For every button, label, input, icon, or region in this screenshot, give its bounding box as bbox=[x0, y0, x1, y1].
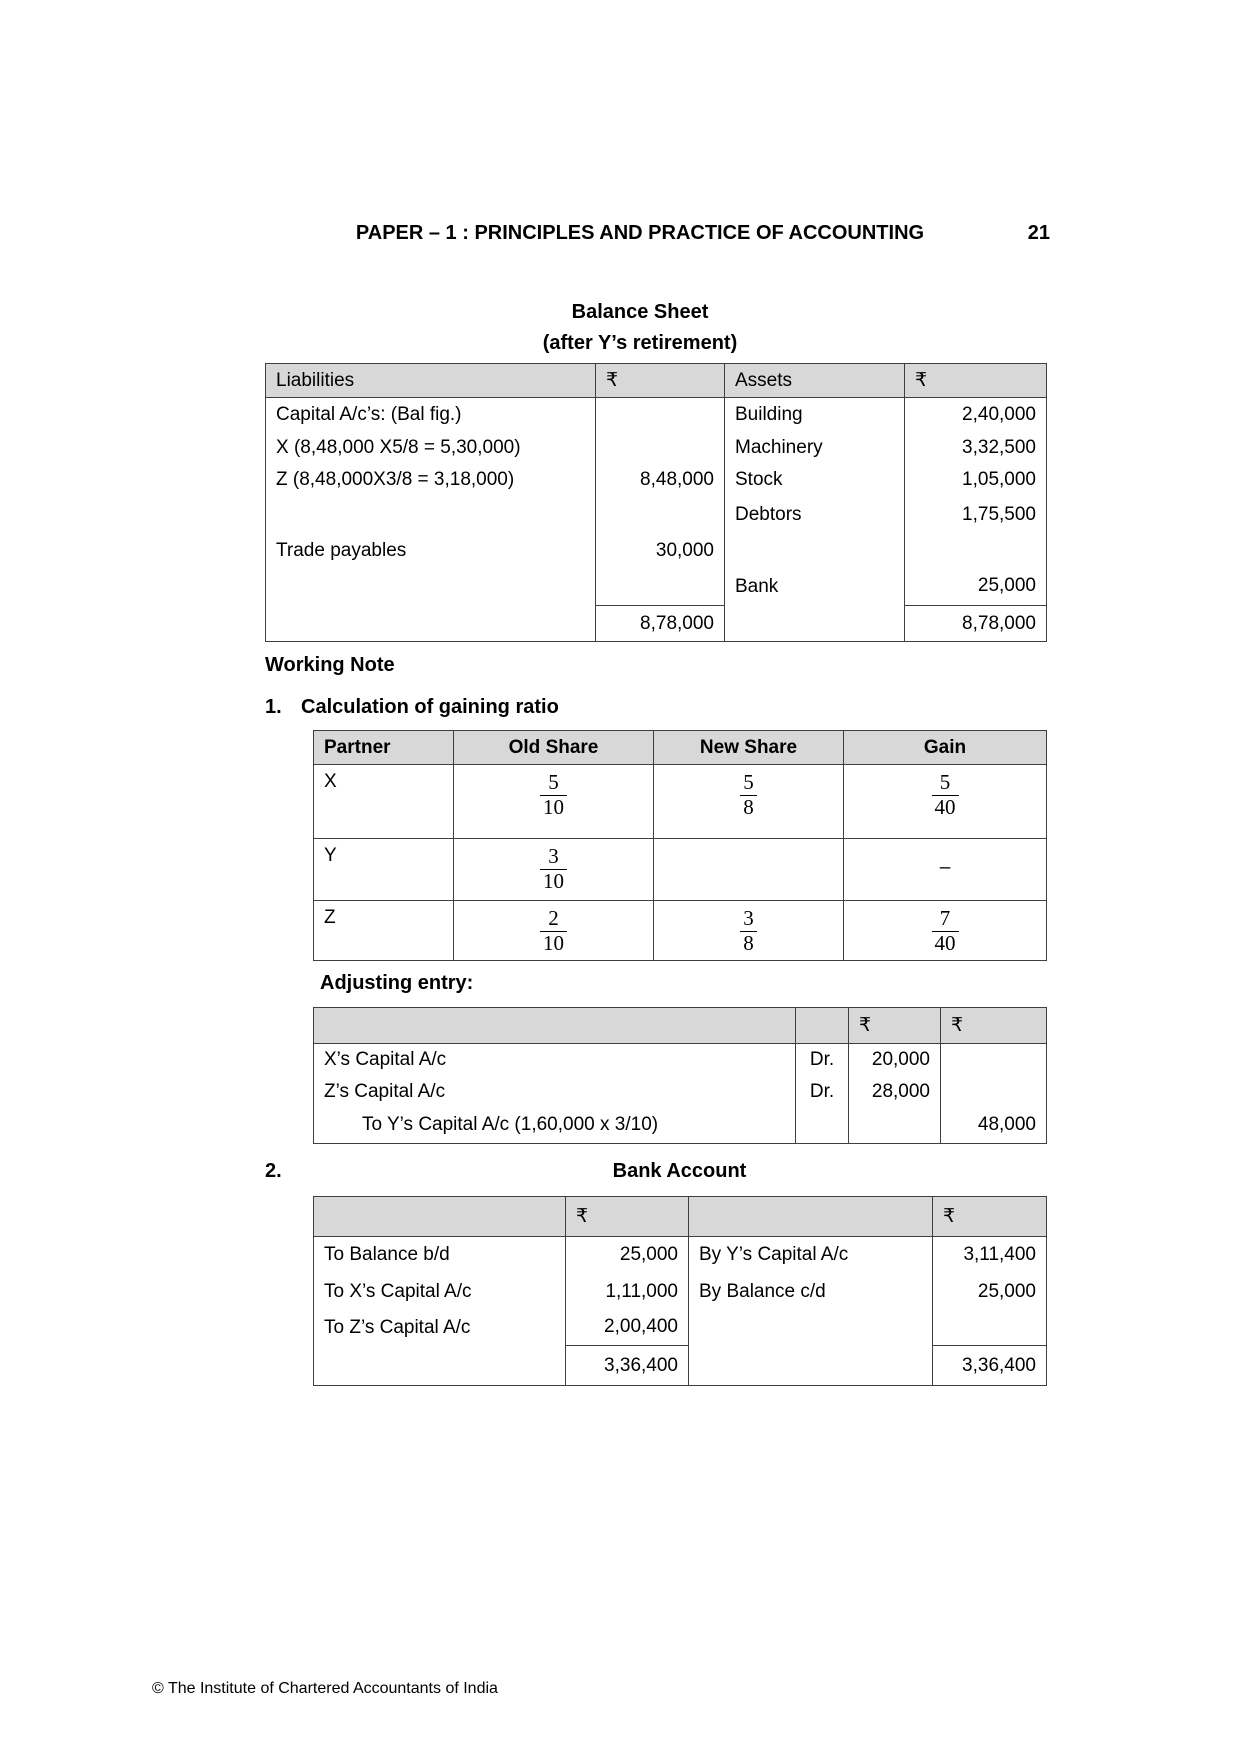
credit-amount-cell: 48,000 bbox=[941, 1108, 1047, 1144]
credit-amount-cell bbox=[941, 1044, 1047, 1076]
new-share-cell bbox=[654, 765, 844, 839]
table-row bbox=[314, 765, 1047, 839]
dr-cell: Dr. bbox=[796, 1044, 849, 1076]
table-row bbox=[314, 1108, 1047, 1144]
liability-cell: Capital A/c’s: (Bal fig.) bbox=[266, 398, 596, 432]
note-number: 2. bbox=[265, 1160, 282, 1182]
table-row bbox=[266, 398, 1047, 432]
total-debit-cell: 3,36,400 bbox=[566, 1346, 689, 1386]
debit-particulars-cell: To X’s Capital A/c bbox=[314, 1274, 566, 1310]
liability-cell bbox=[266, 496, 596, 534]
asset-amount-cell: 3,32,500 bbox=[905, 432, 1047, 464]
asset-cell bbox=[725, 534, 905, 568]
credit-particulars-cell bbox=[689, 1310, 933, 1346]
asset-amount-cell: 1,05,000 bbox=[905, 464, 1047, 496]
gain-cell bbox=[844, 765, 1047, 839]
bank-account-table bbox=[313, 1196, 1047, 1386]
fraction: $\frac{5}{10}$ bbox=[540, 771, 567, 819]
credit-amount-cell: 25,000 bbox=[933, 1274, 1047, 1310]
col-header-gain: Gain bbox=[844, 731, 1047, 765]
blank-cell bbox=[689, 1197, 933, 1237]
gain-cell bbox=[844, 839, 1047, 901]
asset-amount-cell: 1,75,500 bbox=[905, 496, 1047, 534]
debit-amount-cell bbox=[849, 1108, 941, 1144]
fraction: $\frac{5}{40}$ bbox=[932, 771, 959, 819]
gain-cell bbox=[844, 901, 1047, 961]
debit-particulars-cell: To Z’s Capital A/c bbox=[314, 1310, 566, 1346]
liability-amount-cell bbox=[596, 398, 725, 432]
total-row bbox=[266, 606, 1047, 642]
col-header-liabilities: Liabilities bbox=[266, 364, 596, 398]
liability-amount-cell: 30,000 bbox=[596, 534, 725, 568]
debit-amount-cell: 25,000 bbox=[566, 1237, 689, 1274]
rupee-symbol: ₹ bbox=[905, 364, 1047, 398]
gaining-ratio-header-row bbox=[314, 731, 1047, 765]
blank-cell bbox=[314, 1008, 796, 1044]
asset-amount-cell bbox=[905, 534, 1047, 568]
asset-cell: Building bbox=[725, 398, 905, 432]
dr-cell: Dr. bbox=[796, 1076, 849, 1108]
fraction: $\frac{3}{10}$ bbox=[540, 845, 567, 893]
blank-cell bbox=[689, 1346, 933, 1386]
adjusting-entry-heading: Adjusting entry: bbox=[320, 972, 474, 994]
journal-table bbox=[313, 1007, 1047, 1144]
blank-cell bbox=[314, 1346, 566, 1386]
gaining-ratio-table bbox=[313, 730, 1047, 961]
balance-sheet-title: Balance Sheet bbox=[571, 301, 709, 323]
col-header-assets: Assets bbox=[725, 364, 905, 398]
partner-cell: Z bbox=[314, 901, 454, 961]
credit-amount-cell bbox=[941, 1076, 1047, 1108]
balance-sheet-table bbox=[265, 363, 1047, 642]
balance-sheet-header-row bbox=[266, 364, 1047, 398]
credit-particulars-cell: By Y’s Capital A/c bbox=[689, 1237, 933, 1274]
partner-cell: X bbox=[314, 765, 454, 839]
liability-amount-cell bbox=[596, 496, 725, 534]
rupee-symbol: ₹ bbox=[849, 1008, 941, 1044]
asset-amount-cell: 2,40,000 bbox=[905, 398, 1047, 432]
table-row bbox=[314, 1076, 1047, 1108]
old-share-cell bbox=[454, 839, 654, 901]
rupee-symbol: ₹ bbox=[941, 1008, 1047, 1044]
asset-cell: Stock bbox=[725, 464, 905, 496]
table-row bbox=[266, 568, 1047, 606]
asset-amount-cell: 25,000 bbox=[905, 568, 1047, 606]
asset-cell: Debtors bbox=[725, 496, 905, 534]
fraction: $\frac{5}{8}$ bbox=[740, 771, 757, 819]
journal-particulars-cell: To Y’s Capital A/c (1,60,000 x 3/10) bbox=[314, 1108, 796, 1144]
liability-cell: Z (8,48,000X3/8 = 3,18,000) bbox=[266, 464, 596, 496]
table-row bbox=[266, 534, 1047, 568]
credit-particulars-cell: By Balance c/d bbox=[689, 1274, 933, 1310]
liability-amount-cell bbox=[596, 568, 725, 606]
old-share-cell bbox=[454, 765, 654, 839]
table-row bbox=[314, 1044, 1047, 1076]
table-row bbox=[314, 1237, 1047, 1274]
debit-particulars-cell: To Balance b/d bbox=[314, 1237, 566, 1274]
table-row bbox=[314, 839, 1047, 901]
table-row bbox=[314, 901, 1047, 961]
asset-cell: Bank bbox=[725, 568, 905, 606]
liability-cell bbox=[266, 568, 596, 606]
debit-amount-cell: 20,000 bbox=[849, 1044, 941, 1076]
rupee-symbol: ₹ bbox=[566, 1197, 689, 1237]
total-row bbox=[314, 1346, 1047, 1386]
journal-header-row bbox=[314, 1008, 1047, 1044]
debit-amount-cell: 28,000 bbox=[849, 1076, 941, 1108]
col-header-old-share: Old Share bbox=[454, 731, 654, 765]
bank-account-heading: Bank Account bbox=[612, 1160, 747, 1182]
bank-header-row bbox=[314, 1197, 1047, 1237]
footer-copyright: © The Institute of Chartered Accountants of India bbox=[152, 1680, 498, 1697]
asset-cell: Machinery bbox=[725, 432, 905, 464]
liability-cell: Trade payables bbox=[266, 534, 596, 568]
header-title: PAPER – 1 : PRINCIPLES AND PRACTICE OF ACCOUNTING bbox=[355, 222, 925, 244]
table-row bbox=[314, 1310, 1047, 1346]
note1-heading bbox=[265, 696, 559, 719]
fraction: $\frac{2}{10}$ bbox=[540, 907, 567, 955]
liability-cell: X (8,48,000 X5/8 = 5,30,000) bbox=[266, 432, 596, 464]
total-assets-cell: 8,78,000 bbox=[905, 606, 1047, 642]
total-liabilities-cell: 8,78,000 bbox=[596, 606, 725, 642]
partner-cell: Y bbox=[314, 839, 454, 901]
blank-cell bbox=[796, 1008, 849, 1044]
new-share-cell bbox=[654, 839, 844, 901]
rupee-symbol: ₹ bbox=[596, 364, 725, 398]
credit-amount-cell bbox=[933, 1310, 1047, 1346]
debit-amount-cell: 1,11,000 bbox=[566, 1274, 689, 1310]
journal-particulars-cell: X’s Capital A/c bbox=[314, 1044, 796, 1076]
new-share-cell bbox=[654, 901, 844, 961]
dr-cell bbox=[796, 1108, 849, 1144]
gain-dash: – bbox=[939, 857, 951, 878]
table-row bbox=[266, 464, 1047, 496]
table-row bbox=[266, 496, 1047, 534]
credit-amount-cell: 3,11,400 bbox=[933, 1237, 1047, 1274]
working-note-heading: Working Note bbox=[265, 654, 395, 676]
total-credit-cell: 3,36,400 bbox=[933, 1346, 1047, 1386]
table-row bbox=[266, 432, 1047, 464]
blank-cell bbox=[725, 606, 905, 642]
blank-cell bbox=[314, 1197, 566, 1237]
rupee-symbol: ₹ bbox=[933, 1197, 1047, 1237]
liability-amount-cell bbox=[596, 432, 725, 464]
old-share-cell bbox=[454, 901, 654, 961]
fraction: $\frac{3}{8}$ bbox=[740, 907, 757, 955]
page-number: 21 bbox=[1027, 222, 1050, 244]
table-row bbox=[314, 1274, 1047, 1310]
fraction: $\frac{7}{40}$ bbox=[932, 907, 959, 955]
blank-cell bbox=[266, 606, 596, 642]
note-title: Calculation of gaining ratio bbox=[301, 696, 559, 718]
liability-amount-cell: 8,48,000 bbox=[596, 464, 725, 496]
col-header-partner: Partner bbox=[314, 731, 454, 765]
journal-particulars-cell: Z’s Capital A/c bbox=[314, 1076, 796, 1108]
balance-sheet-subtitle: (after Y’s retirement) bbox=[542, 332, 738, 354]
col-header-new-share: New Share bbox=[654, 731, 844, 765]
note-number: 1. bbox=[265, 696, 282, 718]
debit-amount-cell: 2,00,400 bbox=[566, 1310, 689, 1346]
